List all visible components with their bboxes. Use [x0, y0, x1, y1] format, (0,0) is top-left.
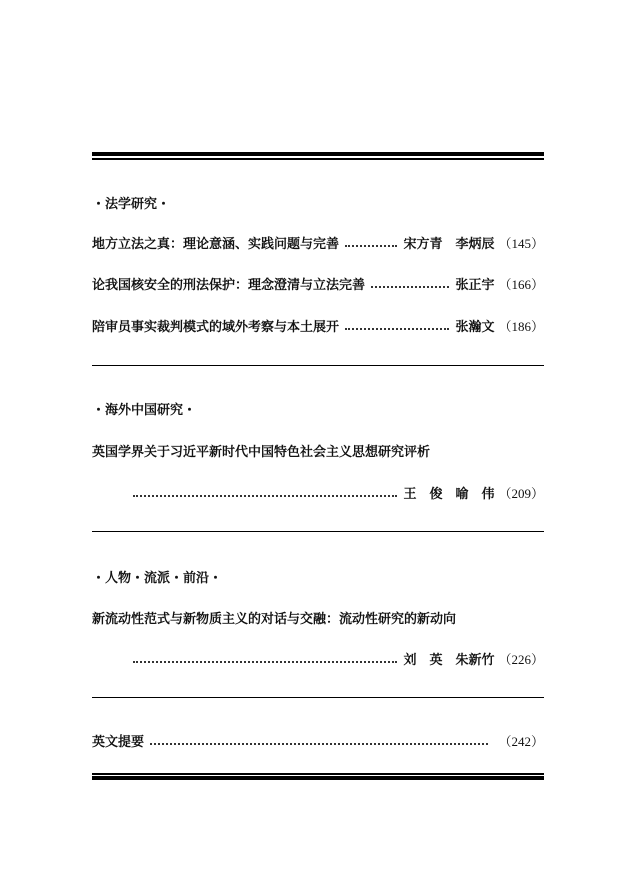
section-heading-overseas: ・海外中国研究・ [92, 403, 197, 418]
toc-entry-abstracts[interactable] [92, 731, 544, 749]
entry-page: （242） [498, 733, 544, 749]
toc-entry[interactable] [92, 316, 544, 334]
entry-page: （166） [498, 276, 544, 292]
section-divider [92, 365, 544, 366]
entry-author: 王 俊 喻 伟 [403, 486, 495, 502]
entry-page: （186） [498, 318, 544, 334]
toc-entry-continuation[interactable] [133, 649, 544, 667]
entry-title: 英文提要 [92, 734, 145, 750]
entry-author: 张正宇 [455, 277, 495, 293]
entry-page: （145） [498, 235, 544, 251]
top-double-rule [92, 152, 544, 161]
section-divider [92, 697, 544, 698]
dot-leader [150, 743, 488, 745]
dot-leader [371, 286, 449, 288]
dot-leader [345, 245, 397, 247]
entry-title: 地方立法之真：理论意涵、实践问题与完善 [92, 236, 340, 252]
dot-leader [133, 495, 397, 497]
section-divider [92, 531, 544, 532]
entry-author: 张瀚文 [455, 319, 495, 335]
entry-title[interactable]: 新流动性范式与新物质主义的对话与交融：流动性研究的新动向 [92, 612, 457, 627]
entry-author: 刘 英 朱新竹 [403, 652, 495, 668]
entry-page: （226） [498, 651, 544, 667]
entry-page: （209） [498, 485, 544, 501]
toc-entry[interactable] [92, 274, 544, 292]
section-heading-law: ・法学研究・ [92, 197, 171, 212]
entry-title[interactable]: 英国学界关于习近平新时代中国特色社会主义思想研究评析 [92, 445, 431, 460]
entry-author: 宋方青 李炳辰 [403, 236, 495, 252]
bottom-double-rule [92, 773, 544, 782]
dot-leader [345, 328, 449, 330]
dot-leader [133, 661, 397, 663]
section-heading-figures: ・人物・流派・前沿・ [92, 571, 223, 586]
entry-title: 论我国核安全的刑法保护：理念澄清与立法完善 [92, 277, 366, 293]
toc-entry-continuation[interactable] [133, 483, 544, 501]
toc-entry[interactable] [92, 233, 544, 251]
entry-title: 陪审员事实裁判模式的域外考察与本土展开 [92, 319, 340, 335]
